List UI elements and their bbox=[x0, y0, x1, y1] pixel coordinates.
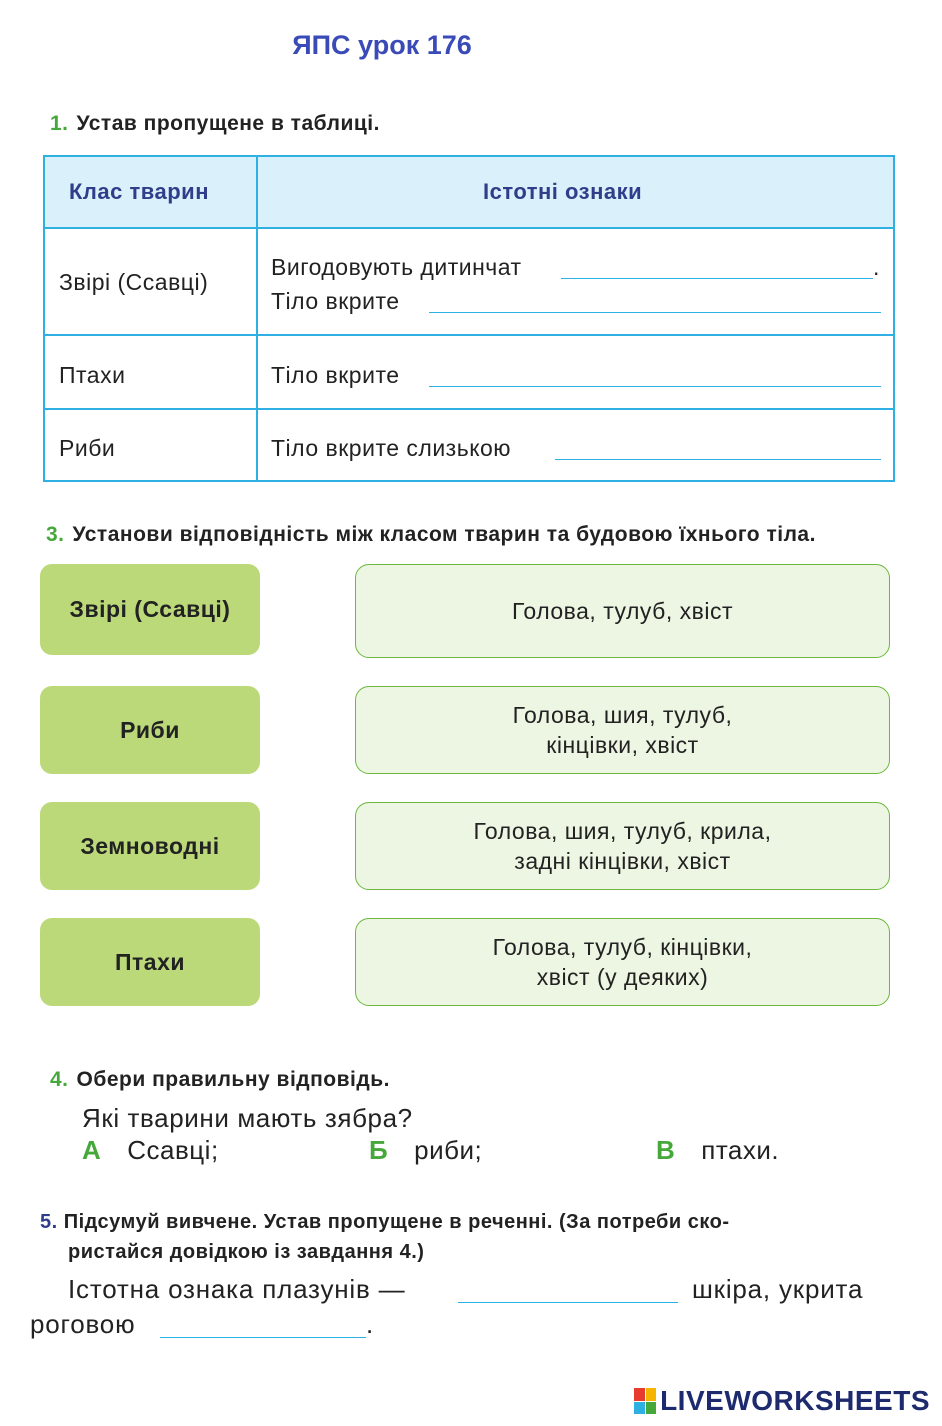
option-c-text: птахи. bbox=[701, 1135, 780, 1165]
match-right-4-line2: хвіст (у деяких) bbox=[536, 964, 709, 990]
row1-class: Звірі (Ссавці) bbox=[59, 269, 209, 295]
row1-line2: Тіло вкрите bbox=[271, 288, 400, 314]
match-left-fish[interactable]: Риби bbox=[40, 686, 260, 774]
header-class: Клас тварин bbox=[69, 179, 209, 204]
task5-heading bbox=[40, 1211, 730, 1234]
task4-question: Які тварини мають зябра? bbox=[82, 1103, 413, 1133]
task4-number: 4. bbox=[50, 1068, 69, 1091]
match-right-3-line2: задні кінцівки, хвіст bbox=[514, 848, 731, 874]
sentence-blank2[interactable] bbox=[160, 1337, 366, 1338]
option-c-letter: В bbox=[656, 1135, 675, 1165]
sentence-part2: шкіра, укрита bbox=[692, 1274, 864, 1304]
match-right-2-line1: Голова, шия, тулуб, bbox=[512, 702, 733, 728]
match-right-1[interactable] bbox=[355, 564, 890, 658]
row3-line1: Тіло вкрите слизькою bbox=[271, 435, 512, 461]
task5-heading-line2: ристайся довідкою із завдання 4.) bbox=[68, 1241, 425, 1263]
match-left-mammals[interactable]: Звірі (Ссавці) bbox=[40, 564, 260, 655]
sentence-part3: роговою bbox=[30, 1309, 136, 1339]
row3-blank[interactable] bbox=[555, 459, 881, 460]
row3-class: Риби bbox=[59, 435, 116, 461]
row2-class: Птахи bbox=[59, 362, 126, 388]
row1-blank1[interactable] bbox=[561, 278, 873, 279]
option-a-letter: А bbox=[82, 1135, 101, 1165]
features-table bbox=[43, 155, 895, 482]
row1-line1-end: . bbox=[873, 254, 880, 280]
sentence-blank1[interactable] bbox=[458, 1302, 678, 1303]
match-right-2[interactable] bbox=[355, 686, 890, 774]
option-a-text: Ссавці; bbox=[127, 1135, 219, 1165]
task5-number: 5. bbox=[40, 1211, 58, 1233]
option-b-text: риби; bbox=[414, 1135, 483, 1165]
task5-heading-line1: Підсумуй вивчене. Устав пропущене в реченні. (За потреби ско- bbox=[63, 1211, 730, 1233]
task4-heading bbox=[50, 1068, 390, 1092]
match-right-4-line1: Голова, тулуб, кінцівки, bbox=[492, 934, 753, 960]
brand-logo bbox=[634, 1385, 930, 1417]
sentence-end: . bbox=[366, 1309, 375, 1339]
task3-heading bbox=[46, 523, 816, 547]
match-right-4[interactable] bbox=[355, 918, 890, 1006]
match-right-1-line1: Голова, тулуб, хвіст bbox=[512, 598, 733, 624]
option-b-letter: Б bbox=[369, 1135, 388, 1165]
task1-heading bbox=[50, 112, 380, 136]
option-b[interactable] bbox=[369, 1135, 482, 1166]
option-a[interactable] bbox=[82, 1135, 219, 1166]
task1-heading-text: Устав пропущене в таблиці. bbox=[76, 112, 380, 135]
match-right-3-line1: Голова, шия, тулуб, крила, bbox=[473, 818, 772, 844]
match-right-3[interactable] bbox=[355, 802, 890, 890]
task3-heading-text: Установи відповідність між класом тварин та будовою їхнього тіла. bbox=[72, 523, 816, 546]
brand-icon bbox=[634, 1388, 656, 1414]
row2-line1: Тіло вкрите bbox=[271, 362, 400, 388]
task3-number: 3. bbox=[46, 523, 65, 546]
match-left-amphibians[interactable]: Земноводні bbox=[40, 802, 260, 890]
page-title: ЯПС урок 176 bbox=[292, 30, 472, 60]
row2-blank[interactable] bbox=[429, 386, 881, 387]
row1-line1: Вигодовують дитинчат bbox=[271, 254, 522, 280]
task4-heading-text: Обери правильну відповідь. bbox=[76, 1068, 390, 1091]
sentence-part1: Істотна ознака плазунів — bbox=[68, 1274, 406, 1304]
header-features: Істотні ознаки bbox=[483, 179, 643, 204]
row1-blank2[interactable] bbox=[429, 312, 881, 313]
brand-text: LIVEWORKSHEETS bbox=[660, 1385, 930, 1416]
option-c[interactable] bbox=[656, 1135, 779, 1166]
match-right-2-line2: кінцівки, хвіст bbox=[546, 732, 699, 758]
match-left-birds[interactable]: Птахи bbox=[40, 918, 260, 1006]
task1-number: 1. bbox=[50, 112, 69, 135]
